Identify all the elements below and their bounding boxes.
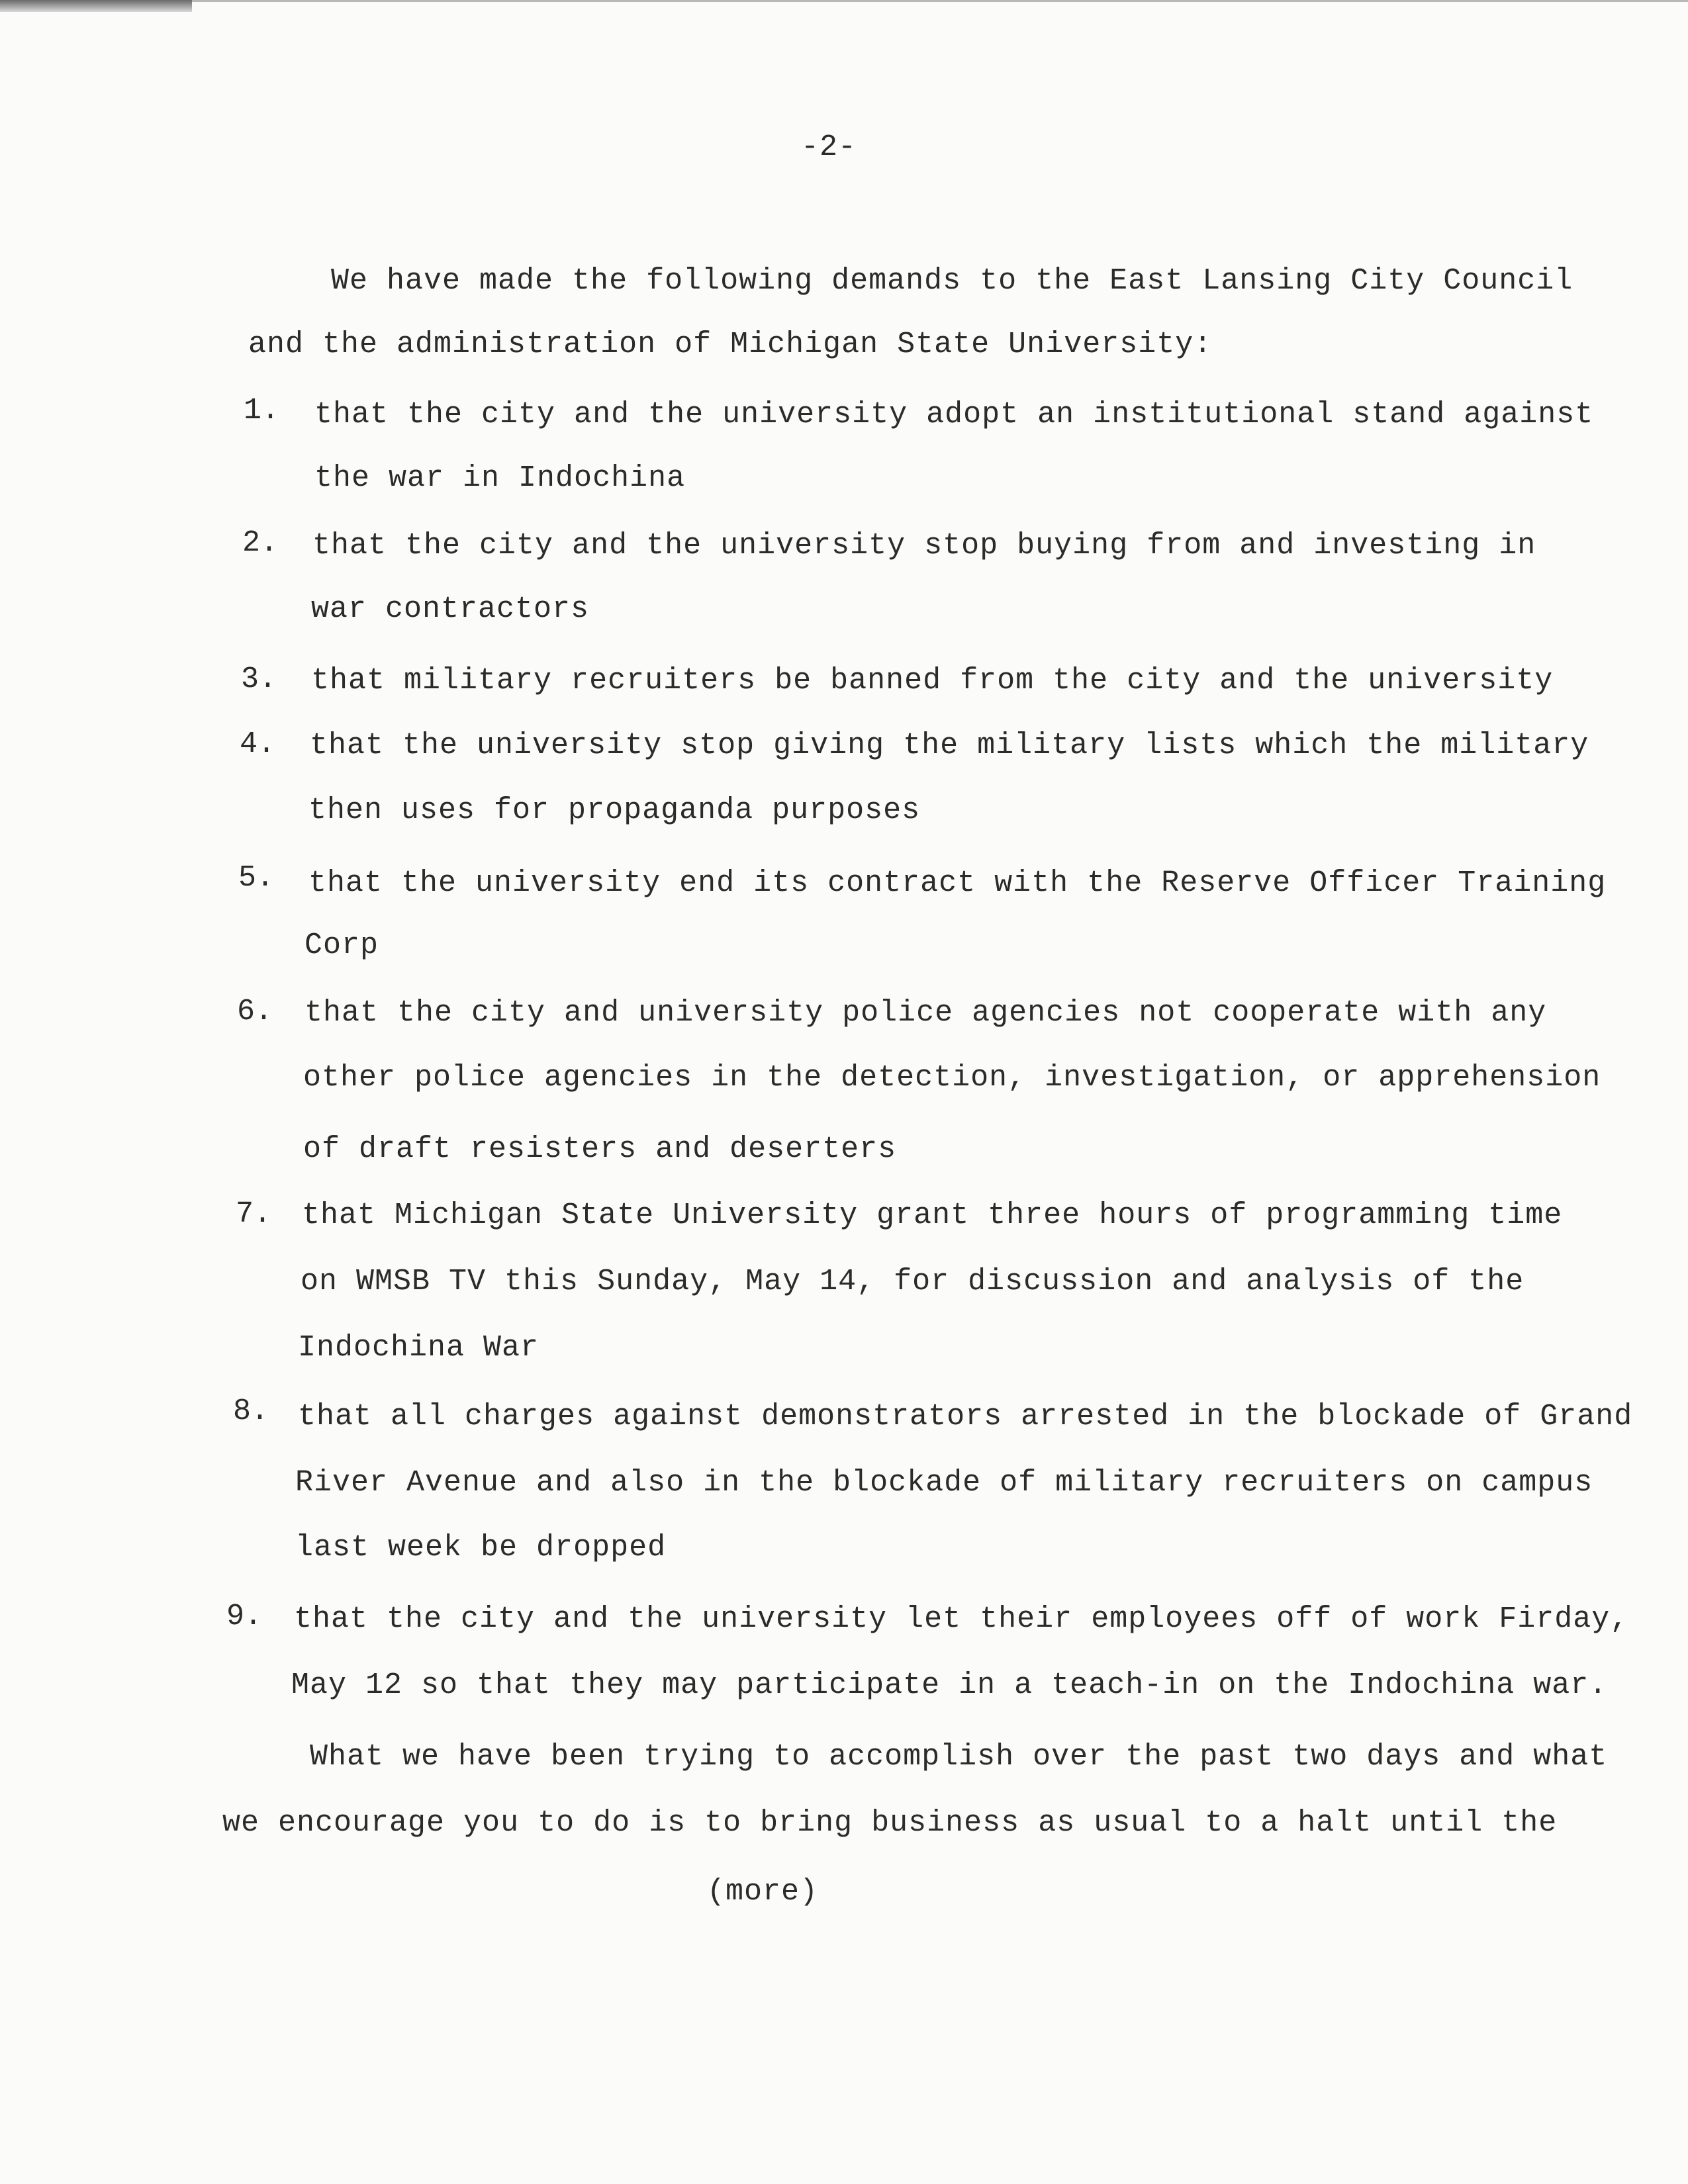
demand-7-line-1: that Michigan State University grant three hours of programming time bbox=[302, 1199, 1563, 1232]
demand-4-line-1: that the university stop giving the military lists which the military bbox=[310, 729, 1589, 762]
demand-number: 1. bbox=[244, 394, 280, 428]
intro-line-1: We have made the following demands to the East Lansing City Council bbox=[331, 264, 1573, 298]
demand-number: 7. bbox=[236, 1197, 272, 1231]
demand-6-line-1: that the city and university police agencies not cooperate with any bbox=[305, 996, 1547, 1030]
demand-1-line-1: that the city and the university adopt an institutional stand against bbox=[314, 398, 1594, 432]
demand-9-line-2: May 12 so that they may participate in a teach-in on the Indochina war. bbox=[291, 1668, 1608, 1702]
demand-number: 2. bbox=[242, 526, 279, 560]
demand-3-line-1: that military recruiters be banned from the city and the university bbox=[311, 664, 1554, 698]
closing-line-1: What we have been trying to accomplish over the past two days and what bbox=[310, 1740, 1608, 1774]
scan-top-edge bbox=[192, 0, 1688, 2]
demand-7-line-3: Indochina War bbox=[298, 1331, 539, 1365]
page-number: -2- bbox=[801, 130, 857, 164]
demand-number: 9. bbox=[226, 1600, 263, 1633]
demand-6-line-2: other police agencies in the detection, investigation, or apprehension bbox=[303, 1061, 1601, 1095]
demand-1-line-2: the war in Indochina bbox=[314, 461, 686, 495]
demand-8-line-3: last week be dropped bbox=[295, 1531, 667, 1565]
demand-number: 4. bbox=[240, 727, 276, 761]
demand-number: 6. bbox=[237, 995, 273, 1028]
closing-line-2: we encourage you to do is to bring business as usual to a halt until the bbox=[222, 1806, 1558, 1840]
demand-4-line-2: then uses for propaganda purposes bbox=[308, 794, 921, 827]
demand-7-line-2: on WMSB TV this Sunday, May 14, for discussion and analysis of the bbox=[301, 1265, 1524, 1298]
intro-line-2: and the administration of Michigan State University: bbox=[248, 328, 1213, 361]
demand-8-line-1: that all charges against demonstrators arrested in the blockade of Grand bbox=[298, 1400, 1633, 1433]
demand-2-line-2: war contractors bbox=[311, 592, 590, 626]
demand-5-line-1: that the university end its contract with the Reserve Officer Training bbox=[308, 866, 1607, 900]
more-continuation: (more) bbox=[707, 1875, 819, 1909]
scan-corner-shadow bbox=[0, 0, 192, 12]
demand-number: 3. bbox=[241, 662, 277, 696]
demand-5-line-2: Corp bbox=[305, 929, 379, 962]
demand-2-line-1: that the city and the university stop buying from and investing in bbox=[312, 529, 1536, 563]
demand-9-line-1: that the city and the university let their employees off of work Firday, bbox=[294, 1602, 1629, 1636]
demand-8-line-2: River Avenue and also in the blockade of military recruiters on campus bbox=[295, 1466, 1593, 1500]
demand-6-line-3: of draft resisters and deserters bbox=[303, 1132, 897, 1166]
demand-number: 5. bbox=[238, 861, 275, 895]
demand-number: 8. bbox=[233, 1394, 269, 1428]
